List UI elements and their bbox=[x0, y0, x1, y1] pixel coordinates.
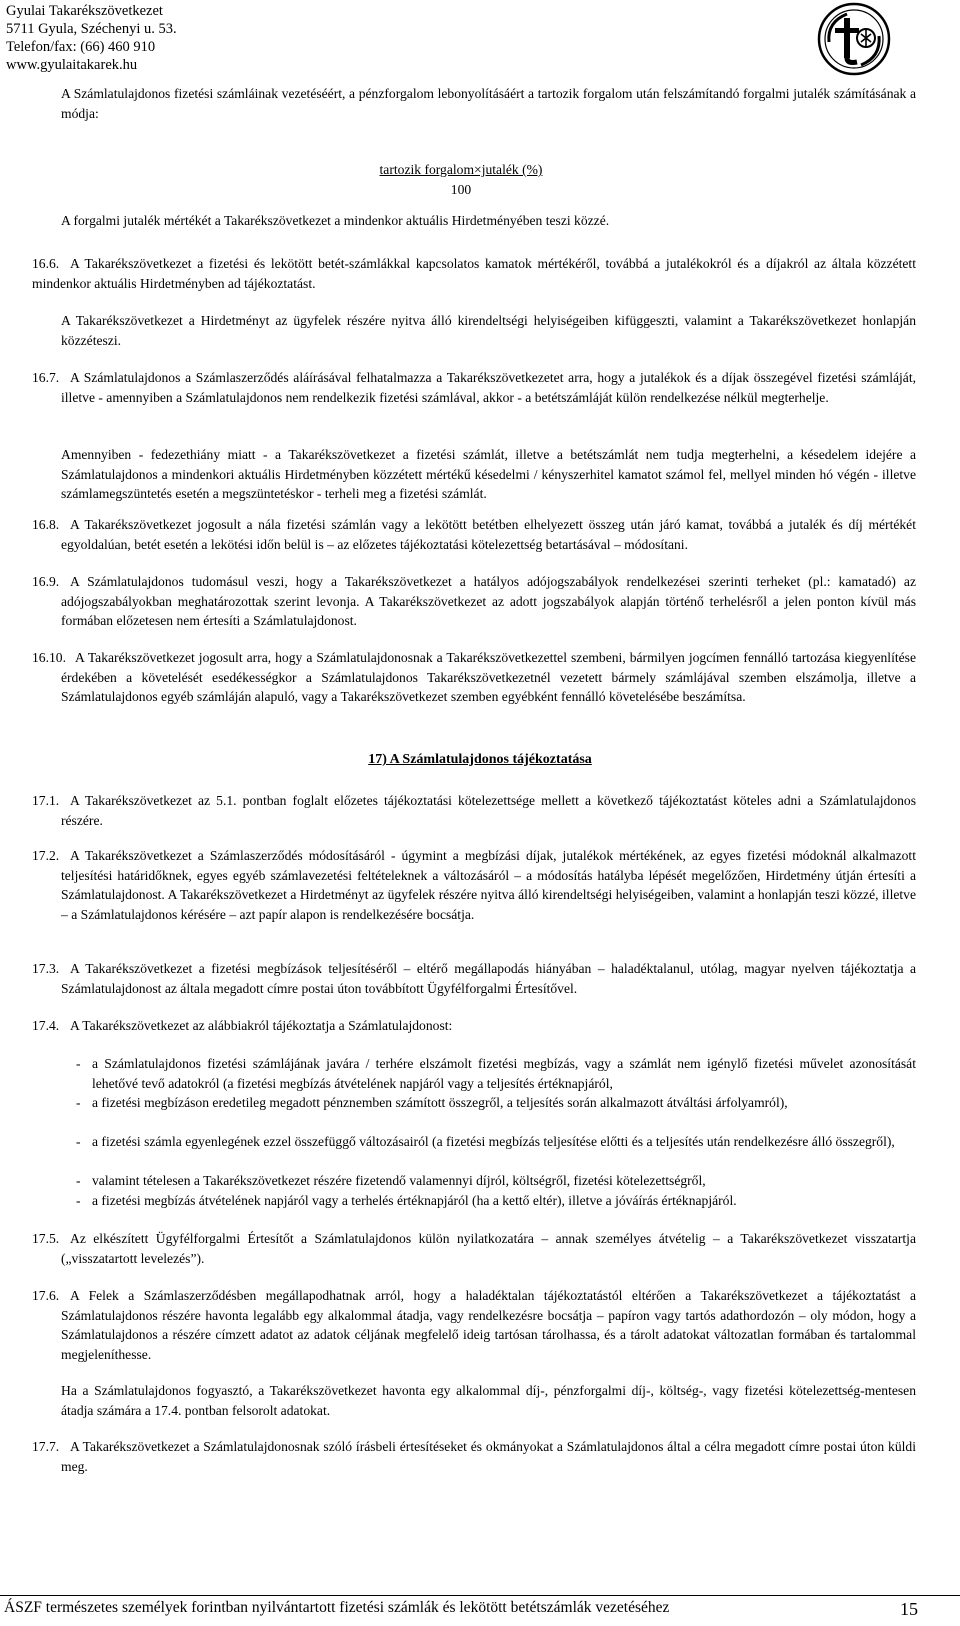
list-dash: - bbox=[76, 1193, 81, 1208]
section-number: 17.5. bbox=[32, 1231, 60, 1246]
section-number: 17.3. bbox=[32, 961, 60, 976]
paragraph-16-7: A Számlatulajdonos a Számlaszerződés aláírásával felhatalmazza a Takarékszövetkezetet arra, hogy a jutalékok és a díjak összegével fizetési számláját, illetve - amennyiben a Számlatulajdonos nem rendelkezik fizetési számlával, akkor - a betétszámláját külön rendelkezése nélkül megterhelje. bbox=[61, 370, 916, 405]
intro-paragraph: A Számlatulajdonos fizetési számláinak vezetéséért, a pénzforgalom lebonyolításáért a tartozik forgalom után felszámítandó forgalmi jutalék számításának a módja: bbox=[61, 86, 916, 121]
paragraph-16-8: A Takarékszövetkezet jogosult a nála fizetési számlán vagy a lekötött betétben elhelyezett összeg után járó kamat, továbbá a jutalék és díj mértékét egyoldalúan, betét esetén a lekötési időn belül is – az előzetes tájékoztatási kötelezettség betartásával – módosítani. bbox=[61, 517, 916, 552]
list-item: valamint tételesen a Takarékszövetkezet részére fizetendő valamennyi díjról, költségről, fizetési kötelezettségről, bbox=[92, 1173, 706, 1188]
section-number: 17.7. bbox=[32, 1439, 60, 1454]
list-dash: - bbox=[76, 1056, 81, 1071]
section-number: 16.6. bbox=[32, 256, 60, 271]
list-dash: - bbox=[76, 1134, 81, 1149]
footer-text: ÁSZF természetes személyek forintban nyilvántartott fizetési számlák és lekötött betétszámlák vezetéséhez bbox=[4, 1599, 670, 1616]
list-item: a fizetési megbízás átvételének napjáról vagy a terhelés értéknapjáról (ha a kettő eltér), illetve a jóváírás értéknapjáról. bbox=[92, 1193, 737, 1208]
formula bbox=[361, 160, 561, 200]
section-number: 16.7. bbox=[32, 370, 60, 385]
paragraph-17-2: A Takarékszövetkezet a Számlaszerződés módosításáról - úgymint a megbízási díjak, jutalékok mértékének, az egyes fizetési módoknál alkalmazott teljesítési határidőknek, egyes egyéb számlavezetési feltételeknek a változásáról – a módosítás hatályba lépését megelőzően, Hirdetmény útján értesíti a Számlatulajdonost. A Takarékszövetkezet a Hirdetményt az ügyfelek részére nyitva álló kirendeltségi helyiségeiben, valamint a honlapján teszi közzé, illetve – a Számlatulajdonos kérésére – azt papír alapon is rendelkezésére bocsátja. bbox=[61, 848, 916, 922]
paragraph-17-6: A Felek a Számlaszerződésben megállapodhatnak arról, hogy a haladéktalan tájékoztatástól eltérően a Takarékszövetkezet a tájékoztatást a Számlatulajdonos részére havonta legalább egy alkalommal átadja, vagy rendelkezésre bocsátja – papíron vagy tartós adathordozón – oly módon, hogy a Számlatulajdonos a részére címzett adatot az adatok céljának megfelelő ideig tartósan tárolhassa, és a tárolt adatokat változatlan formában és tartalommal megjeleníthesse. bbox=[61, 1288, 916, 1362]
section-number: 16.8. bbox=[32, 517, 60, 532]
paragraph-16-6: A Takarékszövetkezet a fizetési és lekötött betét-számlákkal kapcsolatos kamatok mértékéről, továbbá a jutalékokról és a díjakról az általa közzétett mindenkor aktuális Hirdetményben ad tájékoztatást. bbox=[32, 256, 916, 291]
footer-divider bbox=[0, 1595, 960, 1596]
section-number: 17.4. bbox=[32, 1018, 60, 1033]
bank-phone: Telefon/fax: (66) 460 910 bbox=[6, 39, 156, 55]
paragraph-17-1: A Takarékszövetkezet az 5.1. pontban foglalt előzetes tájékoztatási kötelezettsége mellett a következő tájékoztatást köteles adni a Számlatulajdonos részére. bbox=[61, 793, 916, 828]
paragraph-16-9: A Számlatulajdonos tudomásul veszi, hogy a Takarékszövetkezet a hatályos adójogszabályok rendelkezései szerinti terheket (pl.: kamatadó) az adójogszabályokban meghatározottak szerint levonja. A Takarékszövetkezet az adott jogszabályok alapján történő terhelésről a jelen ponton kívül más formában előzetesen nem értesíti a Számlatulajdonost. bbox=[61, 574, 916, 628]
formula-denominator: 100 bbox=[450, 182, 472, 197]
list-item: a fizetési megbízáson eredetileg megadott pénznemben számított összegről, a teljesítés során alkalmazott átváltási árfolyamról), bbox=[92, 1095, 788, 1110]
page-number: 15 bbox=[900, 1599, 918, 1619]
paragraph-17-4: A Takarékszövetkezet az alábbiakról tájékoztatja a Számlatulajdonost: bbox=[70, 1018, 453, 1033]
bank-logo-icon bbox=[817, 2, 891, 76]
paragraph-16-6b: A Takarékszövetkezet a Hirdetményt az ügyfelek részére nyitva álló kirendeltségi helyiségeiben kifüggeszti, valamint a Takarékszövetkezet honlapján közzéteszi. bbox=[61, 313, 916, 348]
section-number: 16.10. bbox=[32, 650, 66, 665]
bank-website: www.gyulaitakarek.hu bbox=[6, 57, 138, 73]
bank-name: Gyulai Takarékszövetkezet bbox=[6, 3, 163, 19]
bank-address: 5711 Gyula, Széchenyi u. 53. bbox=[6, 21, 177, 37]
section-number: 16.9. bbox=[32, 574, 60, 589]
paragraph-17-5: Az elkészített Ügyfélforgalmi Értesítőt a Számlatulajdonos külön nyilatkozatára – annak személyes átvételig – a Takarékszövetkezet visszatartja („visszatartott levelezés”). bbox=[61, 1231, 916, 1266]
paragraph-16-7b: Amennyiben - fedezethiány miatt - a Takarékszövetkezet a fizetési számlát, illetve a betétszámlát nem tudja megterhelni, a késedelem idejére a Számlatulajdonos a mindenkori aktuális Hirdetményben közzétett mértékű késedelmi / kényszerhitel kamatot számol fel, mellyel minden hó végén - illetve számlamegszüntetés esetén a megszüntetéskor - terheli meg a fizetési számlát. bbox=[61, 447, 916, 501]
paragraph-17-6b: Ha a Számlatulajdonos fogyasztó, a Takarékszövetkezet havonta egy alkalommal díj-, pénzforgalmi díj-, költség-, vagy fizetési kötelezettség-mentesen átadja számára a 17.4. pontban felsorolt adatokat. bbox=[61, 1383, 916, 1418]
section-number: 17.2. bbox=[32, 848, 60, 863]
paragraph-17-3: A Takarékszövetkezet a fizetési megbízások teljesítéséről – eltérő megállapodás hiányában – haladéktalanul, utólag, magyar nyelven tájékoztatja a Számlatulajdonost az általa megadott címre postai úton továbbított Ügyfélforgalmi Értesítővel. bbox=[61, 961, 916, 996]
section-number: 17.6. bbox=[32, 1288, 60, 1303]
list-dash: - bbox=[76, 1095, 81, 1110]
paragraph-16-10: A Takarékszövetkezet jogosult arra, hogy a Számlatulajdonosnak a Takarékszövetkezettel szembeni, bármilyen jogcímen fennálló tartozása kiegyenlítése érdekében a követelését esedékességkor a Számlatulajdonos Takarékszövetkezetnél vezetett bármely számlájával szemben elszámolja, illetve a Számlatulajdonos egyéb számláján alapuló, vagy a Takarékszövetkezet szemben egyébként fennálló követelésébe beszámítsa. bbox=[61, 650, 916, 704]
forgalmi-paragraph: A forgalmi jutalék mértékét a Takarékszövetkezet a mindenkor aktuális Hirdetményében teszi közzé. bbox=[61, 213, 610, 228]
list-dash: - bbox=[76, 1173, 81, 1188]
list-item: a Számlatulajdonos fizetési számlájának javára / terhére elszámolt fizetési megbízás, vagy a számlát nem igénylő fizetési művelet azonosítását lehetővé tevő adatokról (a fizetési megbízás átvételének napjáról vagy a teljesítés értéknapjáról, bbox=[92, 1056, 916, 1091]
formula-numerator: tartozik forgalom×jutalék (%) bbox=[379, 162, 543, 177]
section-title: 17) A Számlatulajdonos tájékoztatása bbox=[368, 752, 592, 767]
section-number: 17.1. bbox=[32, 793, 60, 808]
list-item: a fizetési számla egyenlegének ezzel összefüggő változásairól (a fizetési megbízás teljesítése előtti és a teljesítés után rendelkezésre álló összegről), bbox=[92, 1134, 895, 1149]
paragraph-17-7: A Takarékszövetkezet a Számlatulajdonosnak szóló írásbeli értesítéseket és okmányokat a Számlatulajdonos által a célra megadott címre postai úton küldi meg. bbox=[61, 1439, 916, 1474]
letterhead bbox=[6, 2, 177, 74]
